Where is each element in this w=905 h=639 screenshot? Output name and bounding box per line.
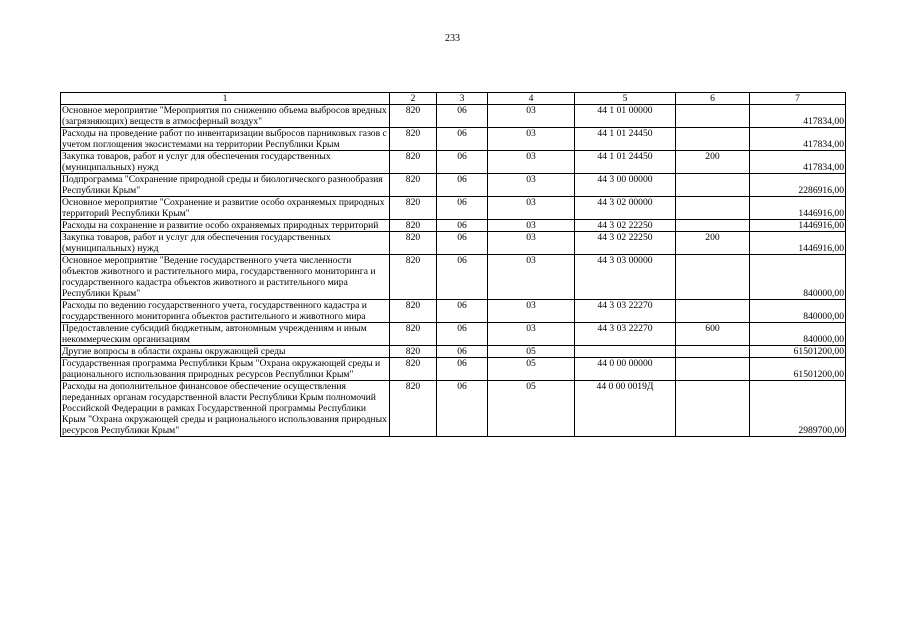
item-name-cell: Основное мероприятие "Мероприятия по снижению объема выбросов вредных (загрязняющих) веществ в атмосферный воздух" <box>61 105 390 128</box>
header-cell: 5 <box>575 93 676 105</box>
subsection-code-cell: 03 <box>488 105 575 128</box>
section-code-cell: 06 <box>437 255 488 300</box>
item-name-cell: Закупка товаров, работ и услуг для обеспечения государственных (муниципальных) нужд <box>61 232 390 255</box>
subsection-code-cell: 03 <box>488 232 575 255</box>
section-code-cell: 06 <box>437 151 488 174</box>
subsection-code-cell: 03 <box>488 255 575 300</box>
section-code-cell: 06 <box>437 323 488 346</box>
section-code-cell: 06 <box>437 197 488 220</box>
header-cell: 1 <box>61 93 390 105</box>
header-cell: 6 <box>676 93 750 105</box>
expense-type-cell <box>676 381 750 437</box>
table-row <box>61 128 846 151</box>
target-article-cell <box>575 346 676 358</box>
subsection-code-cell: 03 <box>488 128 575 151</box>
ministry-code-cell: 820 <box>390 197 437 220</box>
target-article-cell: 44 1 01 24450 <box>575 128 676 151</box>
amount-cell: 417834,00 <box>750 128 846 151</box>
item-name-cell: Основное мероприятие "Сохранение и развитие особо охраняемых природных территорий Республики Крым" <box>61 197 390 220</box>
subsection-code-cell: 03 <box>488 323 575 346</box>
amount-cell: 840000,00 <box>750 323 846 346</box>
subsection-code-cell: 05 <box>488 381 575 437</box>
table-row <box>61 255 846 300</box>
amount-cell: 61501200,00 <box>750 346 846 358</box>
table-row <box>61 174 846 197</box>
target-article-cell: 44 3 00 00000 <box>575 174 676 197</box>
ministry-code-cell: 820 <box>390 232 437 255</box>
item-name-cell: Закупка товаров, работ и услуг для обеспечения государственных (муниципальных) нужд <box>61 151 390 174</box>
target-article-cell: 44 3 03 22270 <box>575 323 676 346</box>
ministry-code-cell: 820 <box>390 358 437 381</box>
item-name-cell: Основное мероприятие "Ведение государственного учета численности объектов животного и растительного мира, государственного мониторинга и государственного кадастра объектов животного и растительного мира Республики Крым" <box>61 255 390 300</box>
target-article-cell: 44 3 02 22250 <box>575 232 676 255</box>
section-code-cell: 06 <box>437 358 488 381</box>
section-code-cell: 06 <box>437 346 488 358</box>
section-code-cell: 06 <box>437 232 488 255</box>
ministry-code-cell: 820 <box>390 300 437 323</box>
expense-type-cell: 200 <box>676 232 750 255</box>
header-cell: 3 <box>437 93 488 105</box>
table-row <box>61 151 846 174</box>
target-article-cell: 44 3 03 22270 <box>575 300 676 323</box>
section-code-cell: 06 <box>437 381 488 437</box>
expense-type-cell <box>676 346 750 358</box>
subsection-code-cell: 03 <box>488 174 575 197</box>
target-article-cell: 44 0 00 00000 <box>575 358 676 381</box>
amount-cell: 1446916,00 <box>750 197 846 220</box>
item-name-cell: Государственная программа Республики Крым "Охрана окружающей среды и рационального использования природных ресурсов Республики Крым" <box>61 358 390 381</box>
section-code-cell: 06 <box>437 105 488 128</box>
amount-cell: 61501200,00 <box>750 358 846 381</box>
section-code-cell: 06 <box>437 174 488 197</box>
item-name-cell: Расходы по ведению государственного учета, государственного кадастра и государственного мониторинга объектов растительного и животного мира <box>61 300 390 323</box>
ministry-code-cell: 820 <box>390 105 437 128</box>
subsection-code-cell: 05 <box>488 358 575 381</box>
expense-type-cell: 200 <box>676 151 750 174</box>
header-cell: 7 <box>750 93 846 105</box>
section-code-cell: 06 <box>437 300 488 323</box>
expense-type-cell <box>676 358 750 381</box>
subsection-code-cell: 03 <box>488 300 575 323</box>
table-row <box>61 105 846 128</box>
expense-type-cell <box>676 174 750 197</box>
budget-table <box>60 92 846 437</box>
item-name-cell: Другие вопросы в области охраны окружающей среды <box>61 346 390 358</box>
subsection-code-cell: 03 <box>488 197 575 220</box>
item-name-cell: Подпрограмма "Сохранение природной среды и биологического разнообразия Республики Крым" <box>61 174 390 197</box>
header-cell: 4 <box>488 93 575 105</box>
expense-type-cell: 600 <box>676 323 750 346</box>
item-name-cell: Предоставление субсидий бюджетным, автономным учреждениям и иным некоммерческим организациям <box>61 323 390 346</box>
subsection-code-cell: 03 <box>488 220 575 232</box>
table-row <box>61 197 846 220</box>
table-row <box>61 232 846 255</box>
table-row <box>61 300 846 323</box>
section-code-cell: 06 <box>437 128 488 151</box>
item-name-cell: Расходы на проведение работ по инвентаризации выбросов парниковых газов с учетом поглощения экосистемами на территории Республики Крым <box>61 128 390 151</box>
amount-cell: 1446916,00 <box>750 220 846 232</box>
target-article-cell: 44 1 01 24450 <box>575 151 676 174</box>
ministry-code-cell: 820 <box>390 346 437 358</box>
ministry-code-cell: 820 <box>390 174 437 197</box>
expense-type-cell <box>676 128 750 151</box>
amount-cell: 1446916,00 <box>750 232 846 255</box>
amount-cell: 417834,00 <box>750 151 846 174</box>
section-code-cell: 06 <box>437 220 488 232</box>
amount-cell: 840000,00 <box>750 300 846 323</box>
target-article-cell: 44 1 01 00000 <box>575 105 676 128</box>
expense-type-cell <box>676 300 750 323</box>
ministry-code-cell: 820 <box>390 323 437 346</box>
header-cell: 2 <box>390 93 437 105</box>
amount-cell: 2286916,00 <box>750 174 846 197</box>
ministry-code-cell: 820 <box>390 255 437 300</box>
subsection-code-cell: 05 <box>488 346 575 358</box>
table-row <box>61 220 846 232</box>
item-name-cell: Расходы на сохранение и развитие особо охраняемых природных территорий <box>61 220 390 232</box>
ministry-code-cell: 820 <box>390 220 437 232</box>
page-number: 233 <box>445 33 460 44</box>
subsection-code-cell: 03 <box>488 151 575 174</box>
target-article-cell: 44 3 02 00000 <box>575 197 676 220</box>
expense-type-cell <box>676 197 750 220</box>
amount-cell: 840000,00 <box>750 255 846 300</box>
item-name-cell: Расходы на дополнительное финансовое обеспечение осуществления переданных органам государственной власти Республики Крым полномочий Российской Федерации в рамках Государственной программы Республики Крым "Охрана окружающей среды и рационального использования природных ресурсов Республики Крым" <box>61 381 390 437</box>
ministry-code-cell: 820 <box>390 381 437 437</box>
table-header-row <box>61 93 846 105</box>
table-row <box>61 381 846 437</box>
amount-cell: 2989700,00 <box>750 381 846 437</box>
expense-type-cell <box>676 255 750 300</box>
table-row <box>61 346 846 358</box>
table-row <box>61 358 846 381</box>
expense-type-cell <box>676 220 750 232</box>
table-row <box>61 323 846 346</box>
target-article-cell: 44 0 00 0019Д <box>575 381 676 437</box>
amount-cell: 417834,00 <box>750 105 846 128</box>
expense-type-cell <box>676 105 750 128</box>
target-article-cell: 44 3 03 00000 <box>575 255 676 300</box>
ministry-code-cell: 820 <box>390 151 437 174</box>
ministry-code-cell: 820 <box>390 128 437 151</box>
target-article-cell: 44 3 02 22250 <box>575 220 676 232</box>
